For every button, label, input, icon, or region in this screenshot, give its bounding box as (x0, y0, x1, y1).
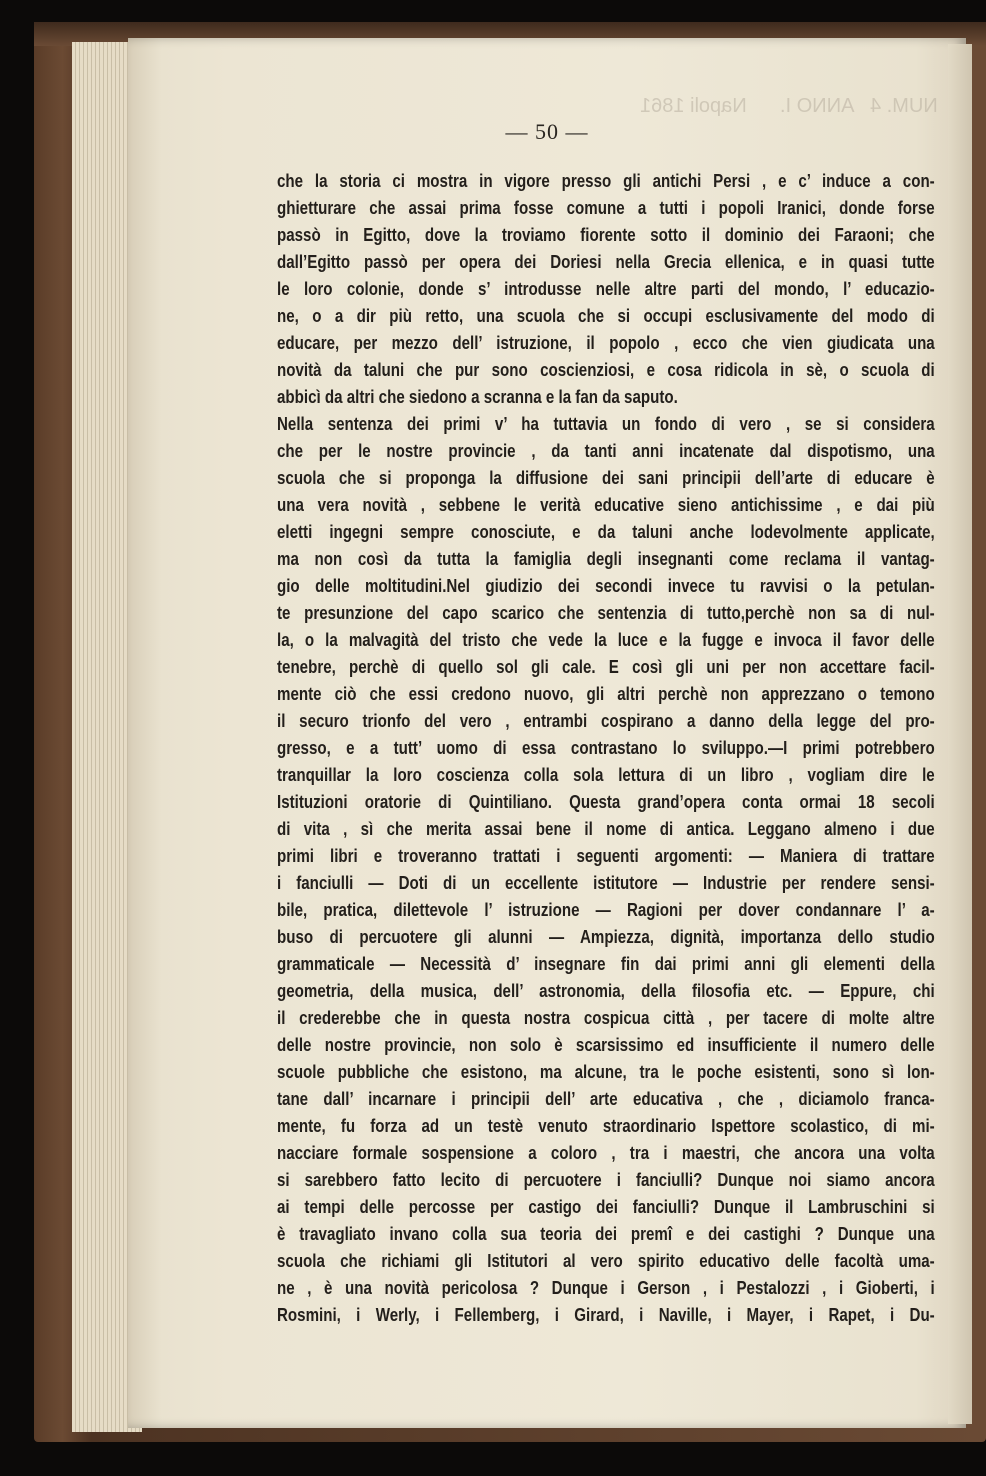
body-text (277, 168, 935, 1329)
text-line: di vita , sì che merita assai bene il nome di antica. Leggano almeno i due (277, 819, 935, 839)
text-line: i fanciulli — Doti di un eccellente istitutore — Industrie per rendere sensi- (277, 873, 935, 893)
text-line: mente, fu forza ad un testè venuto straordinario Ispettore scolastico, di mi- (277, 1116, 935, 1136)
page-number: — 50 — (505, 119, 589, 144)
text-line: te presunzione del capo scarico che sentenzia di tutto,perchè non sa di nul- (277, 603, 935, 623)
text-line: scuola che richiami gli Istitutori al vero spirito educativo delle facoltà uma- (277, 1251, 935, 1271)
text-line: si sarebbero fatto lecito di percuotere i fanciulli? Dunque noi siamo ancora (277, 1170, 935, 1190)
text-line: passò in Egitto, dove la troviamo fiorente sotto il dominio dei Faraoni; che (277, 225, 935, 245)
text-line: che la storia ci mostra in vigore presso gli antichi Persi , e c’ induce a con- (277, 171, 935, 191)
text-line: ne, o a dir più retto, una scuola che si occupi esclusivamente del modo di (277, 306, 935, 326)
text-line: Rosmini, i Werly, i Fellemberg, i Girard, i Naville, i Mayer, i Rapet, i Du- (277, 1305, 935, 1325)
text-line: novità da taluni che pur sono coscienziosi, e cosa ridicola in sè, o scuola di (277, 360, 935, 380)
text-line: nacciare formale sospensione a coloro , tra i maestri, che ancora una volta (277, 1143, 935, 1163)
text-line: abbicì da altri che siedono a scranna e la fan da saputo. (277, 387, 678, 407)
bleed-through-right: NUM. 4 (870, 95, 938, 117)
text-line: mente ciò che essi credono nuovo, gli altri perchè non apprezzano o temono (277, 684, 935, 704)
page-right-edge (948, 44, 972, 1424)
text-line: grammaticale — Necessità d’ insegnare fin dai primi anni gli elementi della (277, 954, 935, 974)
text-line: tenebre, perchè di quello sol gli cale. E così gli uni per non accettare facil- (277, 657, 935, 677)
text-line: geometria, della musica, dell’ astronomia, della filosofia etc. — Eppure, chi (277, 981, 935, 1001)
text-line: è travagliato invano colla sua teoria dei premî e dei castighi ? Dunque una (277, 1224, 935, 1244)
text-line: eletti ingegni sempre conosciute, e da taluni anche lodevolmente applicate, (277, 522, 935, 542)
text-line: primi libri e troveranno trattati i seguenti argomenti: — Maniera di trattare (277, 846, 935, 866)
text-line: una vera novità , sebbene le verità educative sieno antichissime , e dai più (277, 495, 935, 515)
text-line: la, o la malvagità del tristo che vede la luce e la fugge e invoca il favor delle (277, 630, 935, 650)
text-line: ma non così da tutta la famiglia degli insegnanti come reclama il vantag- (277, 549, 935, 569)
text-line: tranquillar la loro coscienza colla sola lettura di un libro , vogliam dire le (277, 765, 935, 785)
text-line: il securo trionfo del vero , entrambi cospirano a danno della legge del pro- (277, 711, 935, 731)
text-line: che per le nostre provincie , da tanti anni incatenate dal dispotismo, una (277, 441, 935, 461)
bleed-through-mid: Napoli 1861 (640, 95, 747, 117)
text-line: Istituzioni oratorie di Quintiliano. Questa grand’opera conta ormai 18 secoli (277, 792, 935, 812)
text-line: scuola che si proponga la diffusione dei sani principii dell’arte di educare è (277, 468, 935, 488)
text-line: ne , è una novità pericolosa ? Dunque i Gerson , i Pestalozzi , i Gioberti, i (277, 1278, 935, 1298)
text-line: le loro colonie, donde s’ introdusse nelle altre parti del mondo, l’ educazio- (277, 279, 935, 299)
text-line: tane dall’ incarnare i principii dell’ arte educativa , che , diciamolo franca- (277, 1089, 935, 1109)
text-line: scuole pubbliche che esistono, ma alcune, tra le poche esistenti, sono sì lon- (277, 1062, 935, 1082)
bleed-through-left: ANNO I. (780, 95, 855, 117)
text-line: buso di percuotere gli alunni — Ampiezza, dignità, importanza dello studio (277, 927, 935, 947)
text-line: gresso, e a tutt’ uomo di essa contrastano lo sviluppo.—I primi potrebbero (277, 738, 935, 758)
text-line: il crederebbe che in questa nostra cospicua città , per tacere di molte altre (277, 1008, 935, 1028)
text-line: ai tempi delle percosse per castigo dei fanciulli? Dunque il Lambruschini si (277, 1197, 935, 1217)
text-line: delle nostre provincie, non solo è scarsissimo ed insufficiente il numero delle (277, 1035, 935, 1055)
text-line: gio delle moltitudini.Nel giudizio dei secondi invece tu ravvisi o la petulan- (277, 576, 935, 596)
text-line: dall’Egitto passò per opera dei Doriesi nella Grecia ellenica, e in quasi tutte (277, 252, 935, 272)
text-line: ghietturare che assai prima fosse comune a tutti i popoli Iranici, donde forse (277, 198, 935, 218)
text-line: Nella sentenza dei primi v’ ha tuttavia un fondo di vero , se si considera (277, 414, 935, 434)
text-line: bile, pratica, dilettevole l’ istruzione — Ragioni per dover condannare l’ a- (277, 900, 935, 920)
text-line: educare, per mezzo dell’ istruzione, il popolo , ecco che vien giudicata una (277, 333, 935, 353)
